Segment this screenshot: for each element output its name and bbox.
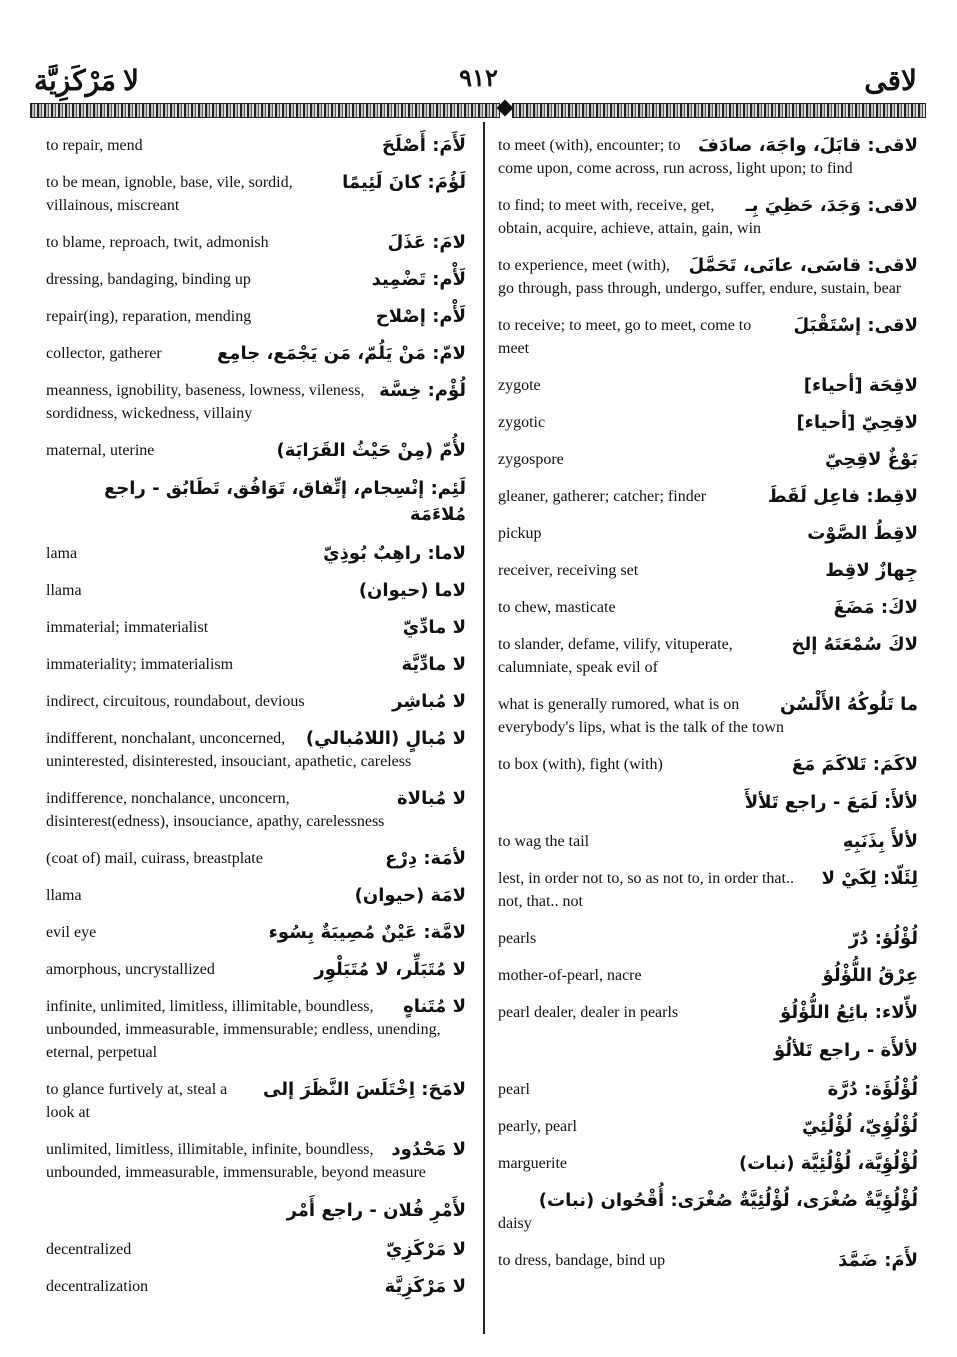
dictionary-entry [46,616,466,639]
dictionary-entry [46,787,466,833]
english-definition: what is generally rumored, what is on everybody's lips, what is the talk of the town [498,696,784,736]
dictionary-entry [46,579,466,602]
arabic-headword: لامَّة: عَيْنٌ مُصِيبَةٌ بِسُوء [268,922,466,943]
dictionary-entry [498,867,918,913]
arabic-headword: لَؤُمَ: كانَ لَئِيمًا [342,172,466,193]
dictionary-entry [46,134,466,157]
dictionary-entry [498,559,918,582]
page-number: ٩١٢ [459,66,498,92]
arabic-headword: لا مادِّيّ [402,617,466,638]
english-definition: to be mean, ignoble, base, vile, sordid, villainous, miscreant [46,174,293,214]
arabic-headword: لاكَ: مَضَغَ [833,597,918,618]
right-column [498,134,918,1286]
dictionary-entry [46,921,466,944]
arabic-headword: لامّ: مَنْ يَلُمّ، مَن يَجْمَع، جامِع [217,343,466,364]
dictionary-entry [46,995,466,1064]
english-definition: to find; to meet with, receive, get, obtain, acquire, achieve, attain, gain, win [498,197,762,237]
arabic-headword: لَأْم: تَضْمِيد [371,269,466,290]
dictionary-entry [498,1038,918,1064]
dictionary-entry [46,231,466,254]
dictionary-entry [46,439,466,462]
english-definition: to wag the tail [498,833,590,850]
dictionary-entry [498,448,918,471]
english-definition: to slander, defame, vilify, vituperate, calumniate, speak evil of [498,636,733,676]
dictionary-entry [46,884,466,907]
arabic-headword: لاقى: وَجَدَ، حَظِيَ بِـ [745,195,918,216]
arabic-headword: لا مُتَبَلِّر، لا مُتَبَلْوِر [314,959,466,980]
header-right-headword: لاقى [864,66,917,97]
english-definition: maternal, uterine [46,442,155,459]
arabic-headword: لا مُتَناهٍ [403,996,466,1017]
arabic-headword: لألأَة - راجع تَلألُؤ [774,1040,918,1061]
english-definition: lest, in order not to, so as not to, in order that.. not, that.. not [498,870,794,910]
english-definition: zygotic [498,414,546,431]
english-definition: indifferent, nonchalant, unconcerned, uninterested, disinterested, insouciant, apathetic, careless [46,730,412,770]
dictionary-entry [498,522,918,545]
left-column [46,134,466,1312]
english-definition: to experience, meet (with), go through, pass through, undergo, suffer, endure, sustain, bear [498,257,902,297]
dictionary-entry [498,314,918,360]
english-definition: repair(ing), reparation, mending [46,308,252,325]
english-definition: marguerite [498,1155,568,1172]
english-definition: pearl dealer, dealer in pearls [498,1004,679,1021]
dictionary-entry [498,1001,918,1024]
english-definition: unlimited, limitless, illimitable, infinite, boundless, unbounded, immeasurable, immensurable, beyond measure [46,1141,426,1181]
dictionary-entry [46,542,466,565]
header-rule-right [512,103,926,118]
dictionary-entry [498,790,918,816]
english-definition: to glance furtively at, steal a look at [46,1081,228,1121]
arabic-headword: لأَمْرِ فُلان - راجع أَمْر [286,1200,466,1221]
english-definition: to chew, masticate [498,599,616,616]
english-definition: pearls [498,930,537,947]
dictionary-entry [46,1238,466,1261]
english-definition: infinite, unlimited, limitless, illimitable, boundless, unbounded, immeasurable, immensurable; endless, unending, eternal, perpetual [46,998,441,1061]
english-definition: receiver, receiving set [498,562,639,579]
english-definition: daisy [498,1215,532,1232]
english-definition: evil eye [46,924,97,941]
arabic-headword: لا مَحْدُود [391,1139,466,1160]
english-definition: lama [46,545,78,562]
arabic-headword: لاما (حيوان) [358,580,466,601]
dictionary-entry [46,958,466,981]
dictionary-entry [498,374,918,397]
english-definition: to dress, bandage, bind up [498,1252,666,1269]
dictionary-entry [46,653,466,676]
arabic-headword: عِرْقُ اللُّؤْلُؤ [822,965,918,986]
english-definition: amorphous, uncrystallized [46,961,215,978]
dictionary-entry [498,411,918,434]
dictionary-entry [46,342,466,365]
arabic-headword: لُؤْلُؤِيَّة، لُؤْلُئِيَّة (نبات) [739,1153,918,1174]
arabic-headword: لأُمّ (مِنْ حَيْثُ القَرَابَة) [276,440,466,461]
english-definition: to blame, reproach, twit, admonish [46,234,269,251]
arabic-headword: لَأَمَ: أَصْلَحَ [382,135,466,156]
dictionary-entry [498,1152,918,1175]
arabic-headword: لُؤْلُؤَة: دُرَّة [827,1079,918,1100]
arabic-headword: لُؤْم: خِسَّة [379,380,466,401]
dictionary-entry [46,1138,466,1184]
arabic-headword: لألأَ بِذَنَبِهِ [842,831,918,852]
dictionary-entry [46,1275,466,1298]
arabic-headword: لأمَة: دِرْع [385,848,466,869]
english-definition: decentralization [46,1278,149,1295]
english-definition: indirect, circuitous, roundabout, devious [46,693,305,710]
arabic-headword: لا مَرْكَزِيّ [385,1239,466,1260]
english-definition: llama [46,582,82,599]
arabic-headword: لاقى: إسْتَقْبَلَ [793,315,918,336]
arabic-headword: لا مُبالاة [397,788,466,809]
english-definition: llama [46,887,82,904]
arabic-headword: لا مادِّيَّة [401,654,466,675]
dictionary-entry [46,847,466,870]
dictionary-entry [46,379,466,425]
arabic-headword: لاقِحَة [أحياء] [803,375,918,396]
arabic-headword: لِئَلّا: لِكَيْ لا [821,868,918,889]
dictionary-entry [498,254,918,300]
arabic-headword: لاقِطُ الصَّوْت [807,523,918,544]
dictionary-entry [46,1078,466,1124]
english-definition: indifference, nonchalance, unconcern, disinterest(edness), insouciance, apathy, carelessness [46,790,385,830]
arabic-headword: لاقى: قاسَى، عانَى، تَحَمَّلَ [688,255,918,276]
arabic-headword: لامَة (حيوان) [354,885,466,906]
dictionary-entry [46,268,466,291]
english-definition: collector, gatherer [46,345,162,362]
arabic-headword: لأّلاء: بائِعُ اللُّؤْلُؤ [780,1002,918,1023]
header-rule-left [30,103,500,118]
arabic-headword: لا مَرْكَزِيَّة [384,1276,466,1297]
arabic-headword: لَئِم: إنْسِجام، إتِّفاق، تَوَافُق، تَطَابُق - راجع مُلاءَمَة [104,478,466,525]
dictionary-entry [498,134,918,180]
dictionary-entry [46,305,466,328]
english-definition: dressing, bandaging, binding up [46,271,251,288]
english-definition: to repair, mend [46,137,143,154]
dictionary-entry [46,727,466,773]
english-definition: mother-of-pearl, nacre [498,967,642,984]
arabic-headword: بَوْغٌ لاقِحِيّ [825,449,918,470]
dictionary-entry [498,633,918,679]
dictionary-entry [46,1198,466,1224]
arabic-headword: لاكَ سُمْعَتَهُ إلخ [791,634,918,655]
arabic-headword: لُؤْلُؤِيّ، لُؤْلُئِيّ [801,1116,918,1137]
arabic-headword: لا مُباشِر [392,691,466,712]
arabic-headword: لامَ: عَذَلَ [387,232,466,253]
dictionary-entry [498,927,918,950]
arabic-headword: لاما: راهِبٌ بُوذِيّ [323,543,466,564]
arabic-headword: لاقِط: فاعِل لَقَطَ [767,486,918,507]
dictionary-entry [498,1189,918,1235]
dictionary-entry [498,830,918,853]
dictionary-entry [498,1115,918,1138]
english-definition: to box (with), fight (with) [498,756,663,773]
dictionary-entry [498,1249,918,1272]
english-definition: to meet (with), encounter; to come upon, come across, run across, light upon; to find [498,137,853,177]
english-definition: immaterial; immaterialist [46,619,209,636]
arabic-headword: لاقى: قابَلَ، واجَهَ، صادَفَ [698,135,918,156]
arabic-headword: لَأْم: إصْلاح [375,306,466,327]
english-definition: zygospore [498,451,564,468]
dictionary-entry [46,690,466,713]
english-definition: zygote [498,377,541,394]
arabic-headword: لُؤْلُؤ: دُرّ [848,928,918,949]
dictionary-entry [46,476,466,528]
dictionary-entry [498,1078,918,1101]
dictionary-entry [498,753,918,776]
english-definition: to receive; to meet, go to meet, come to meet [498,317,752,357]
dictionary-entry [498,194,918,240]
dictionary-entry [498,964,918,987]
header-left-headword: لا مَرْكَزِيَّة [34,66,139,97]
arabic-headword: لأَمَ: ضَمَّدَ [838,1250,918,1271]
dictionary-entry [498,596,918,619]
english-definition: pearl [498,1081,530,1098]
arabic-headword: ما تَلُوكُهُ الأَلْسُن [779,694,918,715]
dictionary-entry [498,693,918,739]
english-definition: meanness, ignobility, baseness, lowness, vileness, sordidness, wickedness, villainy [46,382,365,422]
arabic-headword: لاقِحِيّ [أحياء] [796,412,918,433]
english-definition: gleaner, gatherer; catcher; finder [498,488,707,505]
arabic-headword: لامَحَ: اِخْتَلَسَ النَّظَرَ إلى [263,1079,466,1100]
dictionary-entry [46,171,466,217]
arabic-headword: لاكَمَ: تَلاكَمَ مَعَ [791,754,918,775]
english-definition: pearly, pearl [498,1118,577,1135]
column-divider [483,122,485,1334]
english-definition: decentralized [46,1241,132,1258]
arabic-headword: جِهازٌ لاقِط [825,560,918,581]
english-definition: immateriality; immaterialism [46,656,234,673]
english-definition: (coat of) mail, cuirass, breastplate [46,850,263,867]
arabic-headword: لُؤْلُؤِيَّةٌ صُغْرَى، لُؤْلُئِيَّةٌ صُغْرَى: أُقْحُوان (نبات) [538,1190,918,1211]
arabic-headword: لألأَ: لَمَعَ - راجع تَلألأَ [744,792,918,813]
arabic-headword: لا مُبالٍ (اللامُبالي) [305,728,466,749]
english-definition: pickup [498,525,542,542]
dictionary-entry [498,485,918,508]
